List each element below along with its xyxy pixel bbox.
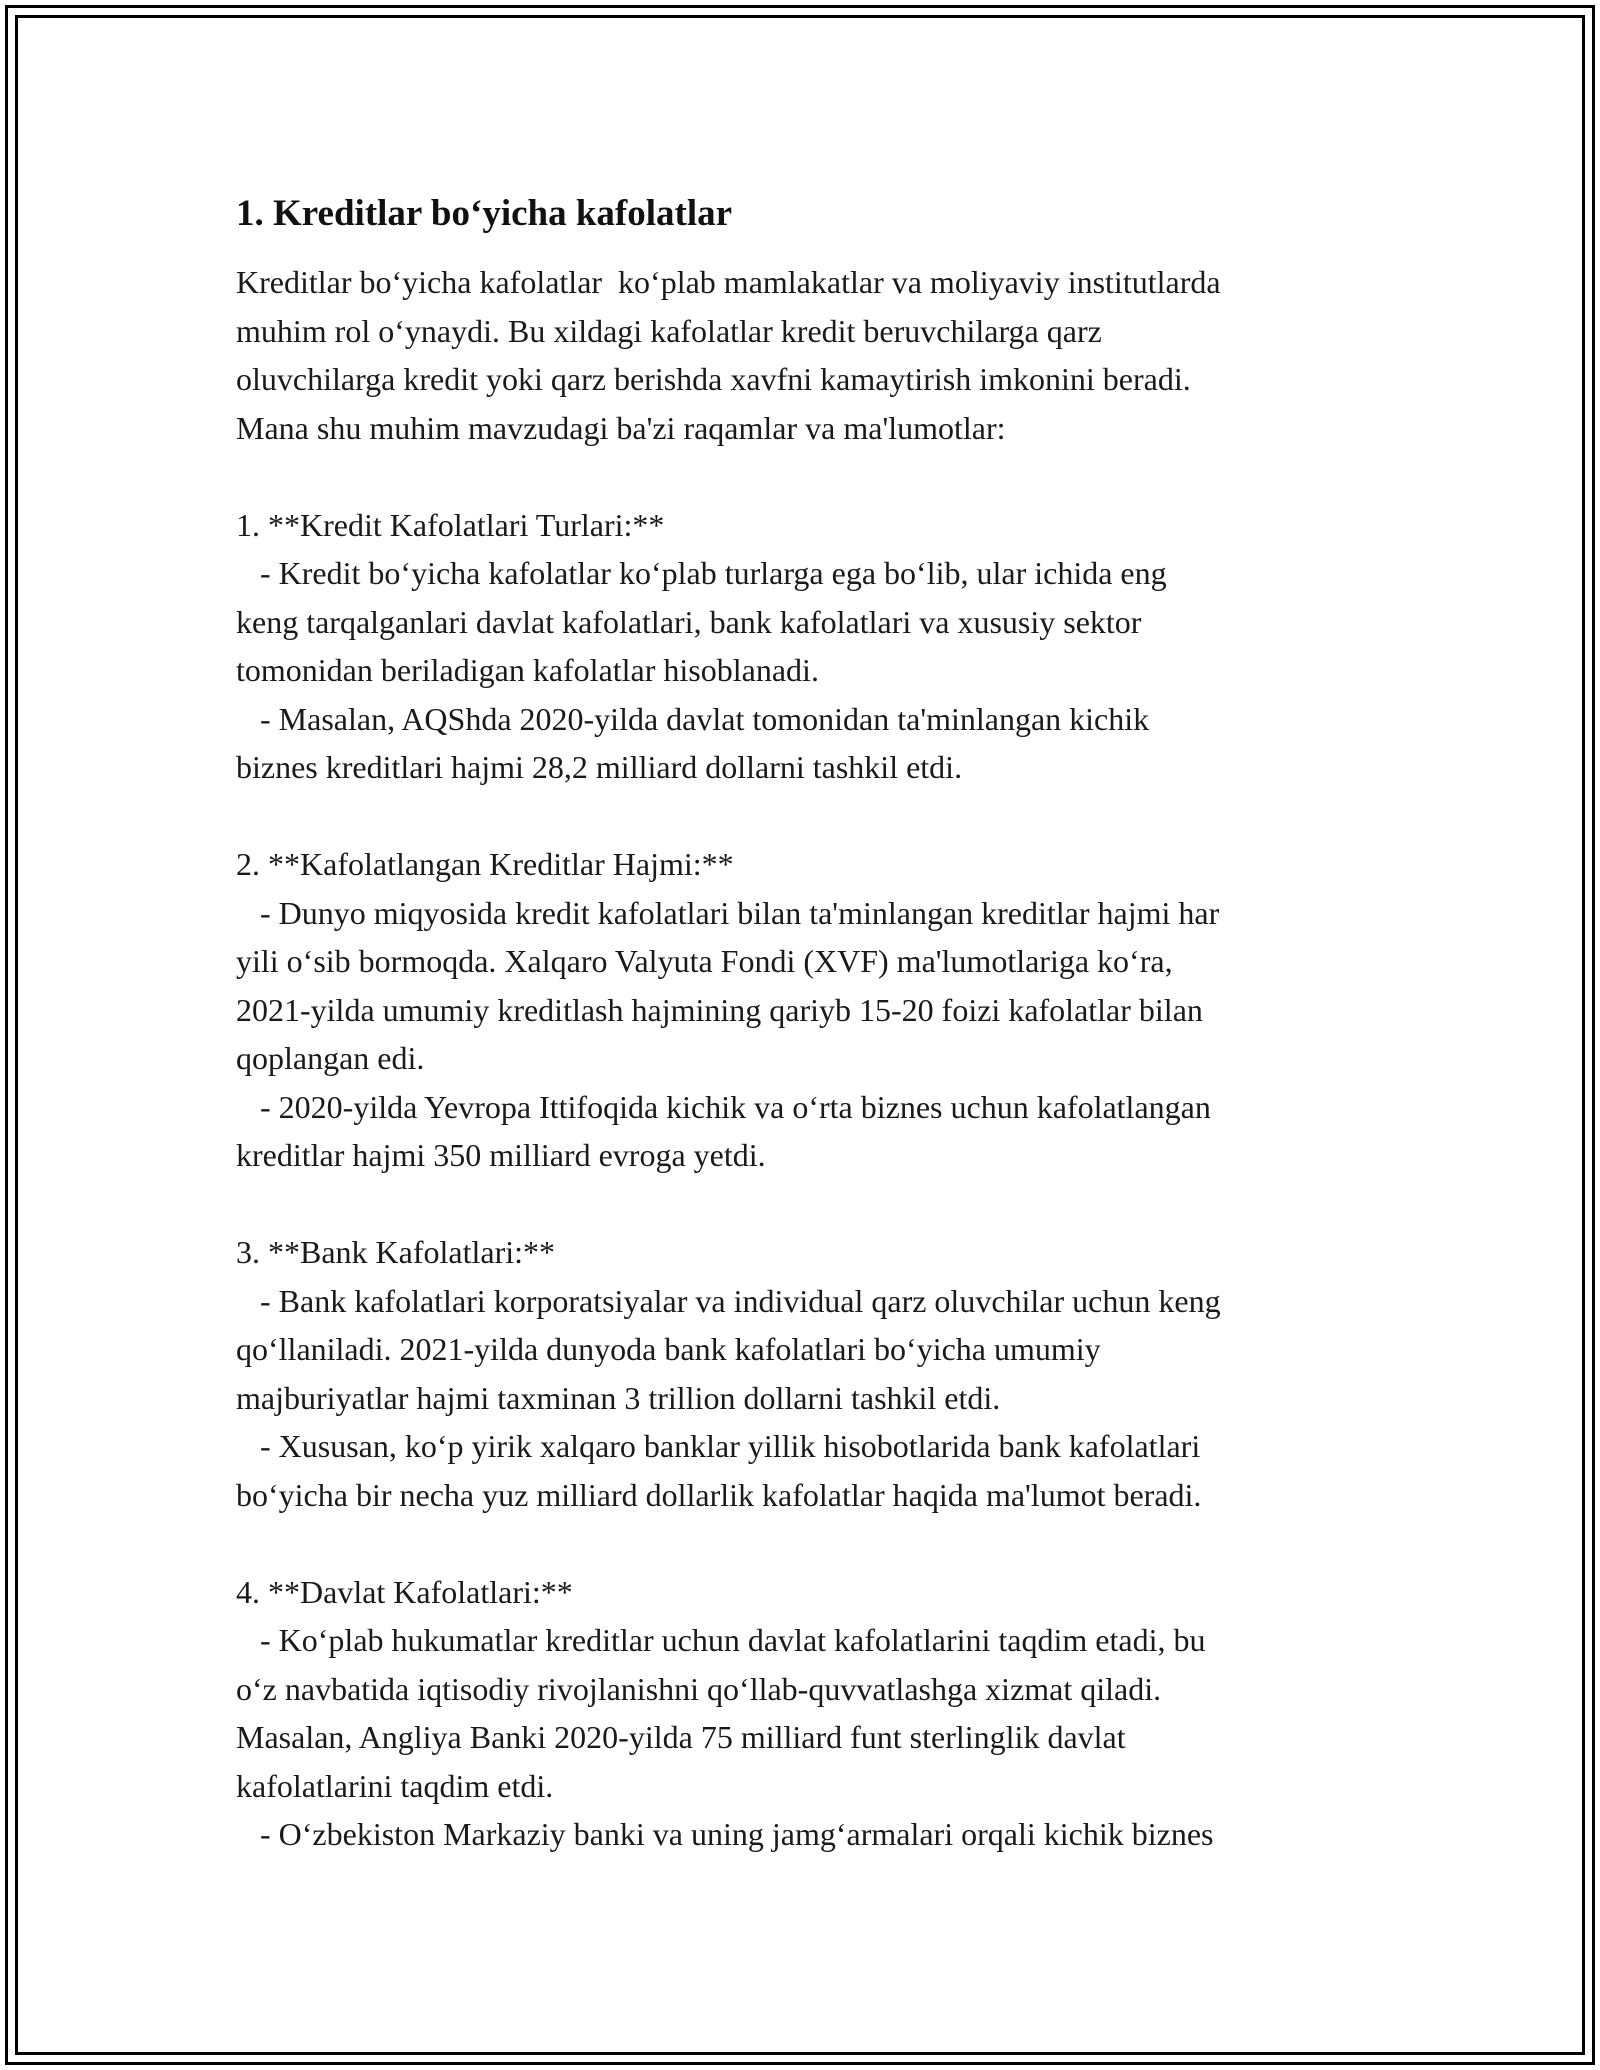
document-content xyxy=(236,180,1386,1859)
section-heading: 1. Kreditlar bo‘yicha kafolatlar xyxy=(236,193,733,234)
document-body-text: Kreditlar bo‘yicha kafolatlar ko‘plab mamlakatlar va moliyaviy institutlarda muhim rol o‘ynaydi. Bu xildagi kafolatlar kredit beruvchilarga qarz oluvchilarga kredit yoki qarz berishda xavfni kamaytirish imkonini beradi. Mana shu muhim mavzudagi ba'zi raqamlar va ma'lumotlar: 1. **Kredit Kafolatlari Turlari:** - Kredit bo‘yicha kafolatlar ko‘plab turlarga ega bo‘lib, ular ichida eng keng tarqalganlari davlat kafolatlari, bank kafolatlari va xususiy sektor tomonidan beriladigan kafolatlar hisoblanadi. - Masalan, AQShda 2020-yilda davlat tomonidan ta'minlangan kichik biznes kreditlari hajmi 28,2 milliard dollarni tashkil etdi. 2. **Kafolatlangan Kreditlar Hajmi:** - Dunyo miqyosida kredit kafolatlari bilan ta'minlangan kreditlar hajmi har yili o‘sib bormoqda. Xalqaro Valyuta Fondi (XVF) ma'lumotlariga ko‘ra, 2021-yilda umumiy kreditlash hajmining qariyb 15-20 foizi kafolatlar bilan qoplangan edi. - 2020-yilda Yevropa Ittifoqida kichik va o‘rta biznes uchun kafolatlangan kreditlar hajmi 350 milliard evroga yetdi. 3. **Bank Kafolatlari:** - Bank kafolatlari korporatsiyalar va individual qarz oluvchilar uchun keng qo‘llaniladi. 2021-yilda dunyoda bank kafolatlari bo‘yicha umumiy majburiyatlar hajmi taxminan 3 trillion dollarni tashkil etdi. - Xususan, ko‘p yirik xalqaro banklar yillik hisobotlarida bank kafolatlari bo‘yicha bir necha yuz milliard dollarlik kafolatlar haqida ma'lumot beradi. 4. **Davlat Kafolatlari:** - Ko‘plab hukumatlar kreditlar uchun davlat kafolatlarini taqdim etadi, bu o‘z navbatida iqtisodiy rivojlanishni qo‘llab-quvvatlashga xizmat qiladi. Masalan, Angliya Banki 2020-yilda 75 milliard funt sterlinglik davlat kafolatlarini taqdim etdi. - O‘zbekiston Markaziy banki va uning jamg‘armalari orqali kichik biznes xyxy=(236,264,1221,1852)
